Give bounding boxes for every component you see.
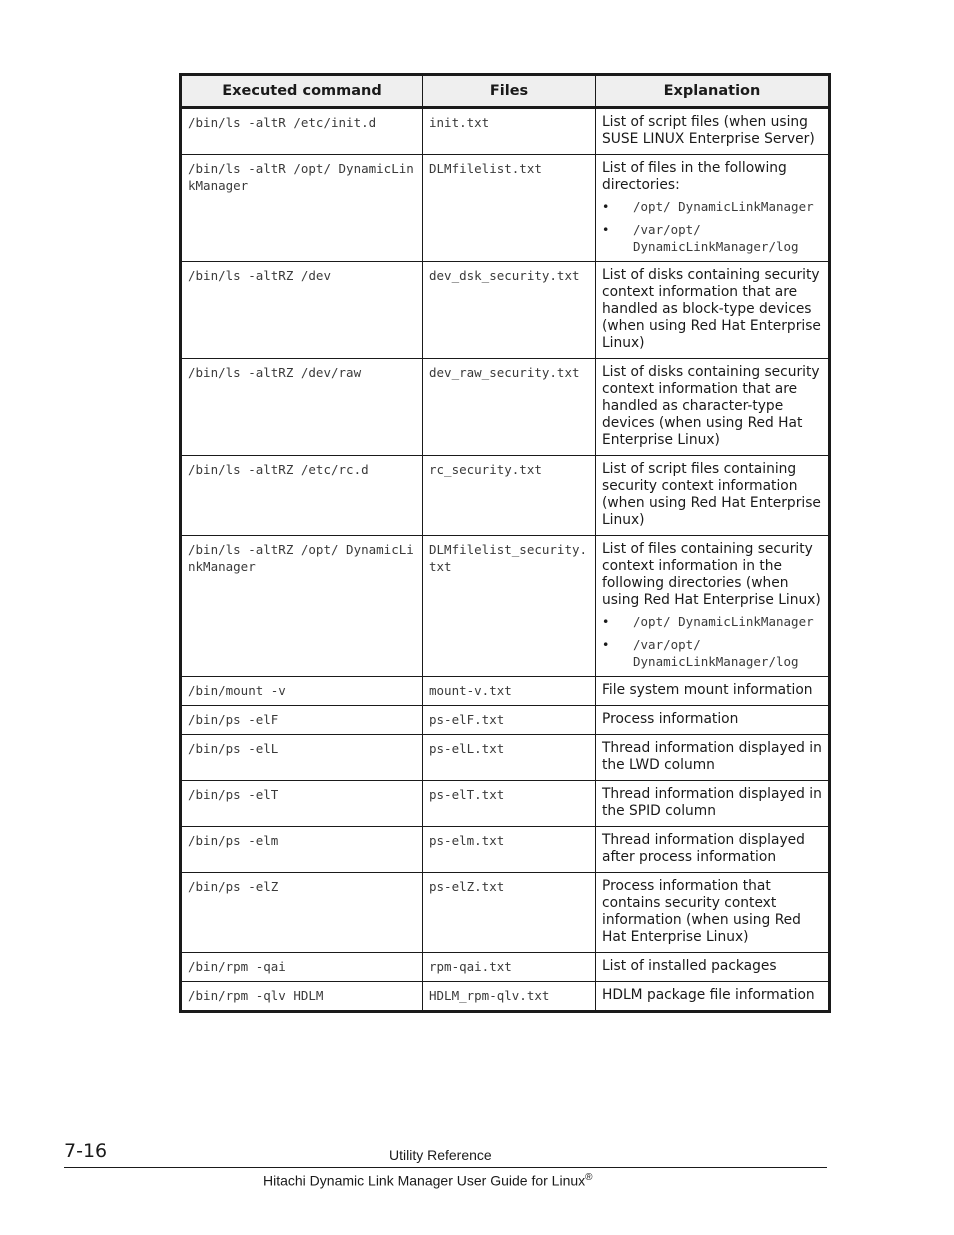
explanation-text: Thread information displayed in the SPID column: [602, 786, 822, 819]
directory-list-item: [602, 198, 822, 215]
bullet-icon: •: [602, 222, 610, 237]
explanation-text: Process information that contains security context information (when using Red Hat Enterprise Linux): [602, 878, 801, 945]
file-cell: ps-elF.txt: [423, 706, 596, 735]
explanation-text: List of files in the following directories:: [602, 160, 787, 193]
command-cell: /bin/ps -elL: [181, 735, 423, 781]
table-row: [181, 873, 830, 953]
explanation-cell: [596, 359, 830, 456]
table-row: [181, 781, 830, 827]
command-cell: /bin/ps -elT: [181, 781, 423, 827]
command-cell: /bin/ps -elF: [181, 706, 423, 735]
command-cell: /bin/ls -altRZ /etc/rc.d: [181, 456, 423, 536]
command-cell: /bin/ls -altRZ /dev: [181, 262, 423, 359]
file-cell: dev_dsk_security.txt: [423, 262, 596, 359]
explanation-text: Thread information displayed in the LWD column: [602, 740, 822, 773]
bullet-icon: •: [602, 614, 610, 629]
explanation-cell: [596, 953, 830, 982]
table-row: [181, 735, 830, 781]
command-cell: /bin/rpm -qlv HDLM: [181, 982, 423, 1012]
directory-list-item: [602, 636, 822, 670]
bullet-icon: •: [602, 637, 610, 652]
table-row: [181, 456, 830, 536]
table-row: [181, 155, 830, 262]
explanation-text: List of installed packages: [602, 958, 777, 974]
explanation-cell: [596, 873, 830, 953]
command-files-table: [179, 73, 831, 1013]
file-cell: DLMfilelist.txt: [423, 155, 596, 262]
explanation-text: List of files containing security context information in the following directories (when using Red Hat Enterprise Linux): [602, 541, 821, 608]
table-row: [181, 982, 830, 1012]
explanation-text: List of script files containing security context information (when using Red Hat Enterprise Linux): [602, 461, 821, 528]
header-files: Files: [423, 75, 596, 108]
directory-list: [602, 198, 822, 255]
explanation-text: HDLM package file information: [602, 987, 815, 1003]
file-cell: ps-elm.txt: [423, 827, 596, 873]
header-executed-command: Executed command: [181, 75, 423, 108]
directory-path: /opt/ DynamicLinkManager: [633, 199, 814, 214]
command-cell: /bin/ls -altRZ /dev/raw: [181, 359, 423, 456]
explanation-cell: [596, 108, 830, 155]
file-cell: ps-elT.txt: [423, 781, 596, 827]
explanation-cell: [596, 677, 830, 706]
explanation-text: List of script files (when using SUSE LINUX Enterprise Server): [602, 114, 815, 147]
file-cell: rpm-qai.txt: [423, 953, 596, 982]
table-row: [181, 262, 830, 359]
directory-list-item: [602, 613, 822, 630]
explanation-cell: [596, 706, 830, 735]
file-cell: HDLM_rpm-qlv.txt: [423, 982, 596, 1012]
command-cell: /bin/ls -altR /opt/ DynamicLinkManager: [181, 155, 423, 262]
table-row: [181, 677, 830, 706]
command-cell: /bin/mount -v: [181, 677, 423, 706]
directory-path: /opt/ DynamicLinkManager: [633, 614, 814, 629]
directory-list-item: [602, 221, 822, 255]
directory-path: /var/opt/ DynamicLinkManager/log: [633, 637, 799, 669]
explanation-cell: [596, 781, 830, 827]
footer-divider: [64, 1167, 827, 1168]
table-row: [181, 108, 830, 155]
table-body: [181, 108, 830, 1012]
file-cell: dev_raw_security.txt: [423, 359, 596, 456]
command-cell: /bin/ls -altR /etc/init.d: [181, 108, 423, 155]
explanation-cell: [596, 982, 830, 1012]
command-cell: /bin/ps -elZ: [181, 873, 423, 953]
explanation-cell: [596, 827, 830, 873]
registered-mark: ®: [585, 1172, 593, 1183]
file-cell: rc_security.txt: [423, 456, 596, 536]
explanation-cell: [596, 735, 830, 781]
file-cell: DLMfilelist_security.txt: [423, 536, 596, 677]
explanation-cell: [596, 456, 830, 536]
table-row: [181, 706, 830, 735]
explanation-cell: [596, 155, 830, 262]
command-cell: /bin/ls -altRZ /opt/ DynamicLinkManager: [181, 536, 423, 677]
page-number: 7-16: [64, 1140, 108, 1162]
footer-book-title: [263, 1172, 593, 1189]
explanation-text: Thread information displayed after process information: [602, 832, 805, 865]
table-row: [181, 359, 830, 456]
file-cell: ps-elZ.txt: [423, 873, 596, 953]
explanation-text: List of disks containing security context information that are handled as block-type devices (when using Red Hat Enterprise Linux): [602, 267, 821, 351]
directory-path: /var/opt/ DynamicLinkManager/log: [633, 222, 799, 254]
footer-section-title: Utility Reference: [389, 1147, 492, 1163]
table-row: [181, 536, 830, 677]
table-row: [181, 953, 830, 982]
file-cell: mount-v.txt: [423, 677, 596, 706]
table-header-row: [181, 75, 830, 108]
bullet-icon: •: [602, 199, 610, 214]
explanation-text: Process information: [602, 711, 739, 727]
explanation-cell: [596, 262, 830, 359]
explanation-text: List of disks containing security context information that are handled as character-type devices (when using Red Hat Enterprise Linux): [602, 364, 820, 448]
command-cell: /bin/ps -elm: [181, 827, 423, 873]
table-row: [181, 827, 830, 873]
file-cell: init.txt: [423, 108, 596, 155]
directory-list: [602, 613, 822, 670]
file-cell: ps-elL.txt: [423, 735, 596, 781]
explanation-text: File system mount information: [602, 682, 813, 698]
command-cell: /bin/rpm -qai: [181, 953, 423, 982]
footer-book-title-text: Hitachi Dynamic Link Manager User Guide for Linux: [263, 1172, 586, 1189]
explanation-cell: [596, 536, 830, 677]
header-explanation: Explanation: [596, 75, 830, 108]
